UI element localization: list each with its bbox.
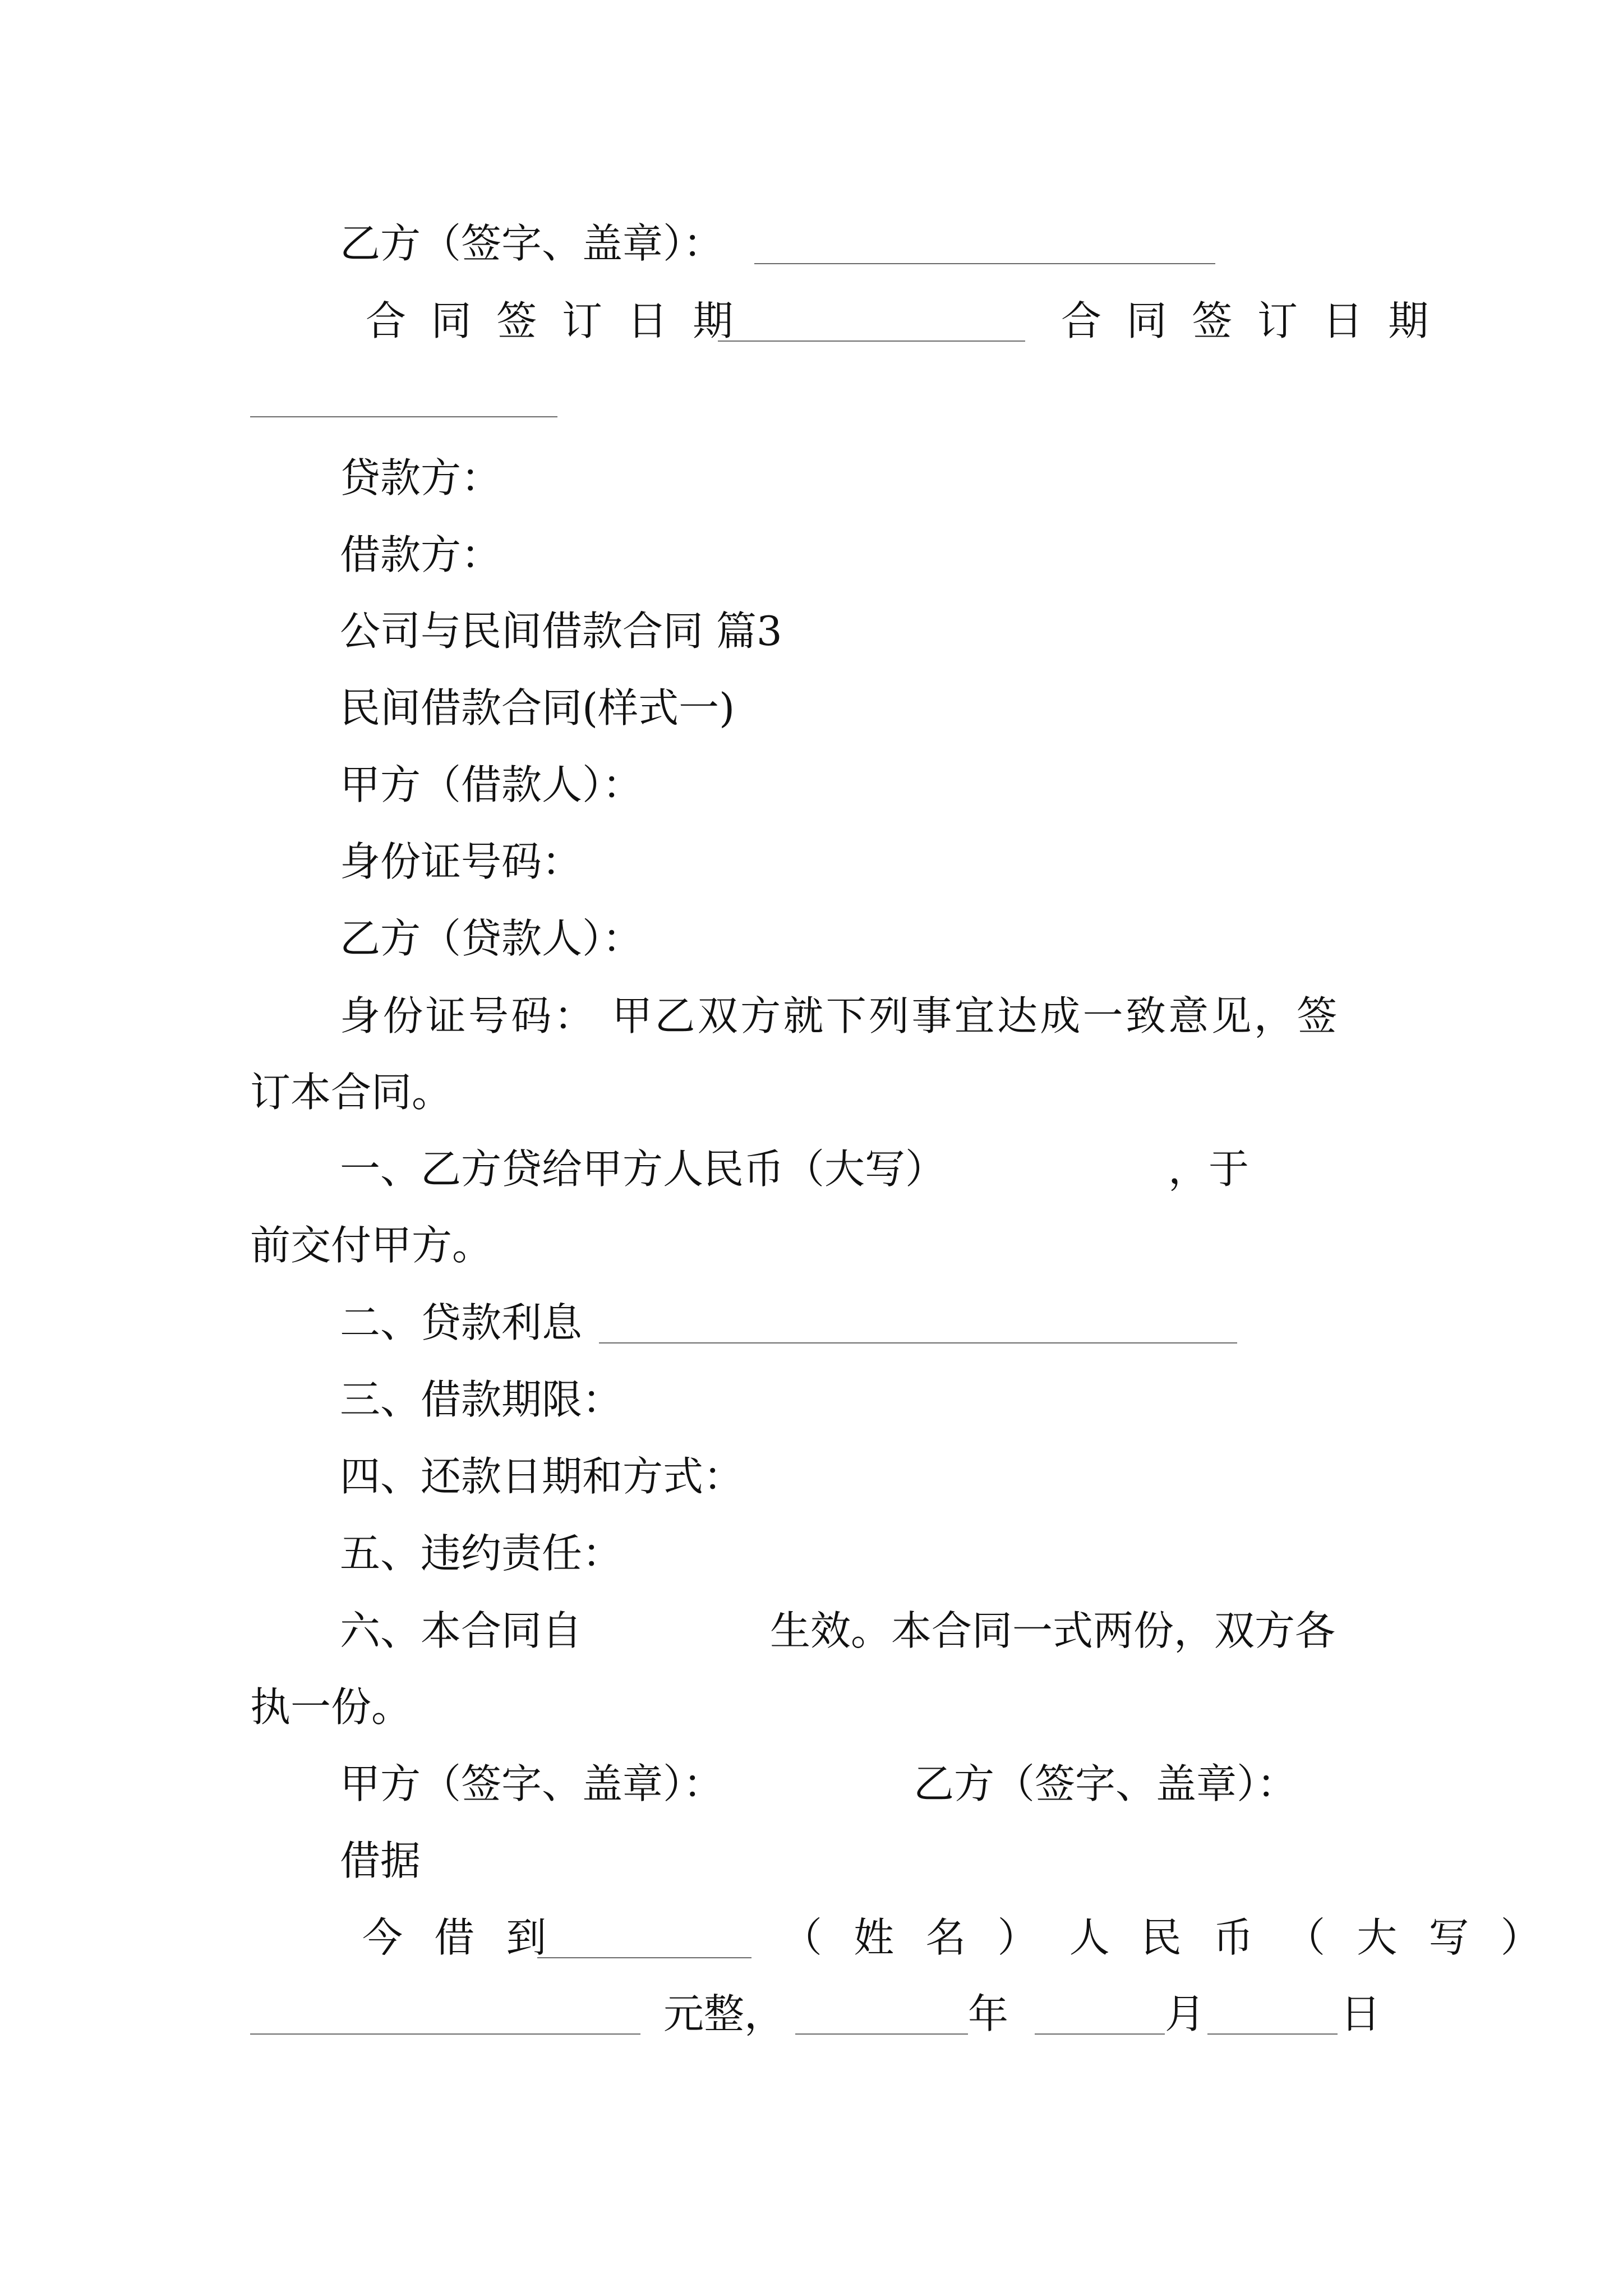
party-b-signature-label-2: 乙方（签字、盖章）： xyxy=(914,1760,1298,1807)
id-number-a-label: 身份证号码： xyxy=(340,838,583,885)
party-b-signature-blank xyxy=(754,263,1215,264)
party-b-signature-label: 乙方（签字、盖章）： xyxy=(340,220,724,267)
iou-year-blank xyxy=(795,2033,968,2035)
iou-month-label: 月 xyxy=(1165,1990,1206,2037)
iou-name-and-amount-label: （姓名）人民币（大写） xyxy=(782,1914,1573,1961)
iou-day-label: 日 xyxy=(1340,1990,1381,2037)
iou-day-blank xyxy=(1207,2033,1338,2035)
party-a-label: 甲方（借款人）： xyxy=(340,761,643,808)
intro-continuation: 订本合同。 xyxy=(250,1069,453,1116)
contract-title: 民间借款合同(样式一) xyxy=(340,684,735,731)
iou-month-blank xyxy=(1035,2033,1165,2035)
clause-1-text: 一、乙方贷给甲方人民币（大写） xyxy=(340,1145,946,1193)
iou-yuan-label: 元整， xyxy=(663,1990,785,2037)
iou-year-label: 年 xyxy=(968,1990,1009,2037)
iou-title: 借据 xyxy=(340,1837,421,1884)
clause-3-text: 三、借款期限： xyxy=(340,1376,623,1423)
sign-date-label-1: 合同签订日期 xyxy=(366,297,758,344)
lender-label: 贷款方： xyxy=(340,454,502,501)
clause-2-blank xyxy=(599,1342,1237,1343)
party-b-label: 乙方（贷款人）： xyxy=(340,915,643,962)
sign-date-blank-1 xyxy=(718,341,1025,342)
clause-6-effect: 生效。本合同一式两份，双方各 xyxy=(770,1607,1336,1654)
clause-2-text: 二、贷款利息 xyxy=(340,1299,583,1346)
borrower-label: 借款方： xyxy=(340,531,502,578)
iou-name-blank xyxy=(537,1957,751,1958)
clause-6-continuation: 执一份。 xyxy=(250,1683,412,1731)
iou-borrowed-from: 今借到 xyxy=(362,1914,578,1961)
id-number-b-and-intro: 身份证号码： 甲乙双方就下列事宜达成一致意见，签 xyxy=(340,992,1340,1039)
sign-date-blank-2 xyxy=(250,416,557,417)
sign-date-label-2: 合同签订日期 xyxy=(1061,297,1454,344)
party-a-signature-label: 甲方（签字、盖章）： xyxy=(340,1760,724,1807)
iou-amount-blank xyxy=(250,2033,640,2035)
section-heading: 公司与民间借款合同 篇3 xyxy=(340,608,782,655)
clause-6-text: 六、本合同自 xyxy=(340,1607,583,1654)
clause-1-suffix: ，于 xyxy=(1168,1145,1249,1193)
clause-1-continuation: 前交付甲方。 xyxy=(250,1222,493,1269)
clause-5-text: 五、违约责任： xyxy=(340,1530,623,1577)
clause-4-text: 四、还款日期和方式： xyxy=(340,1453,744,1500)
